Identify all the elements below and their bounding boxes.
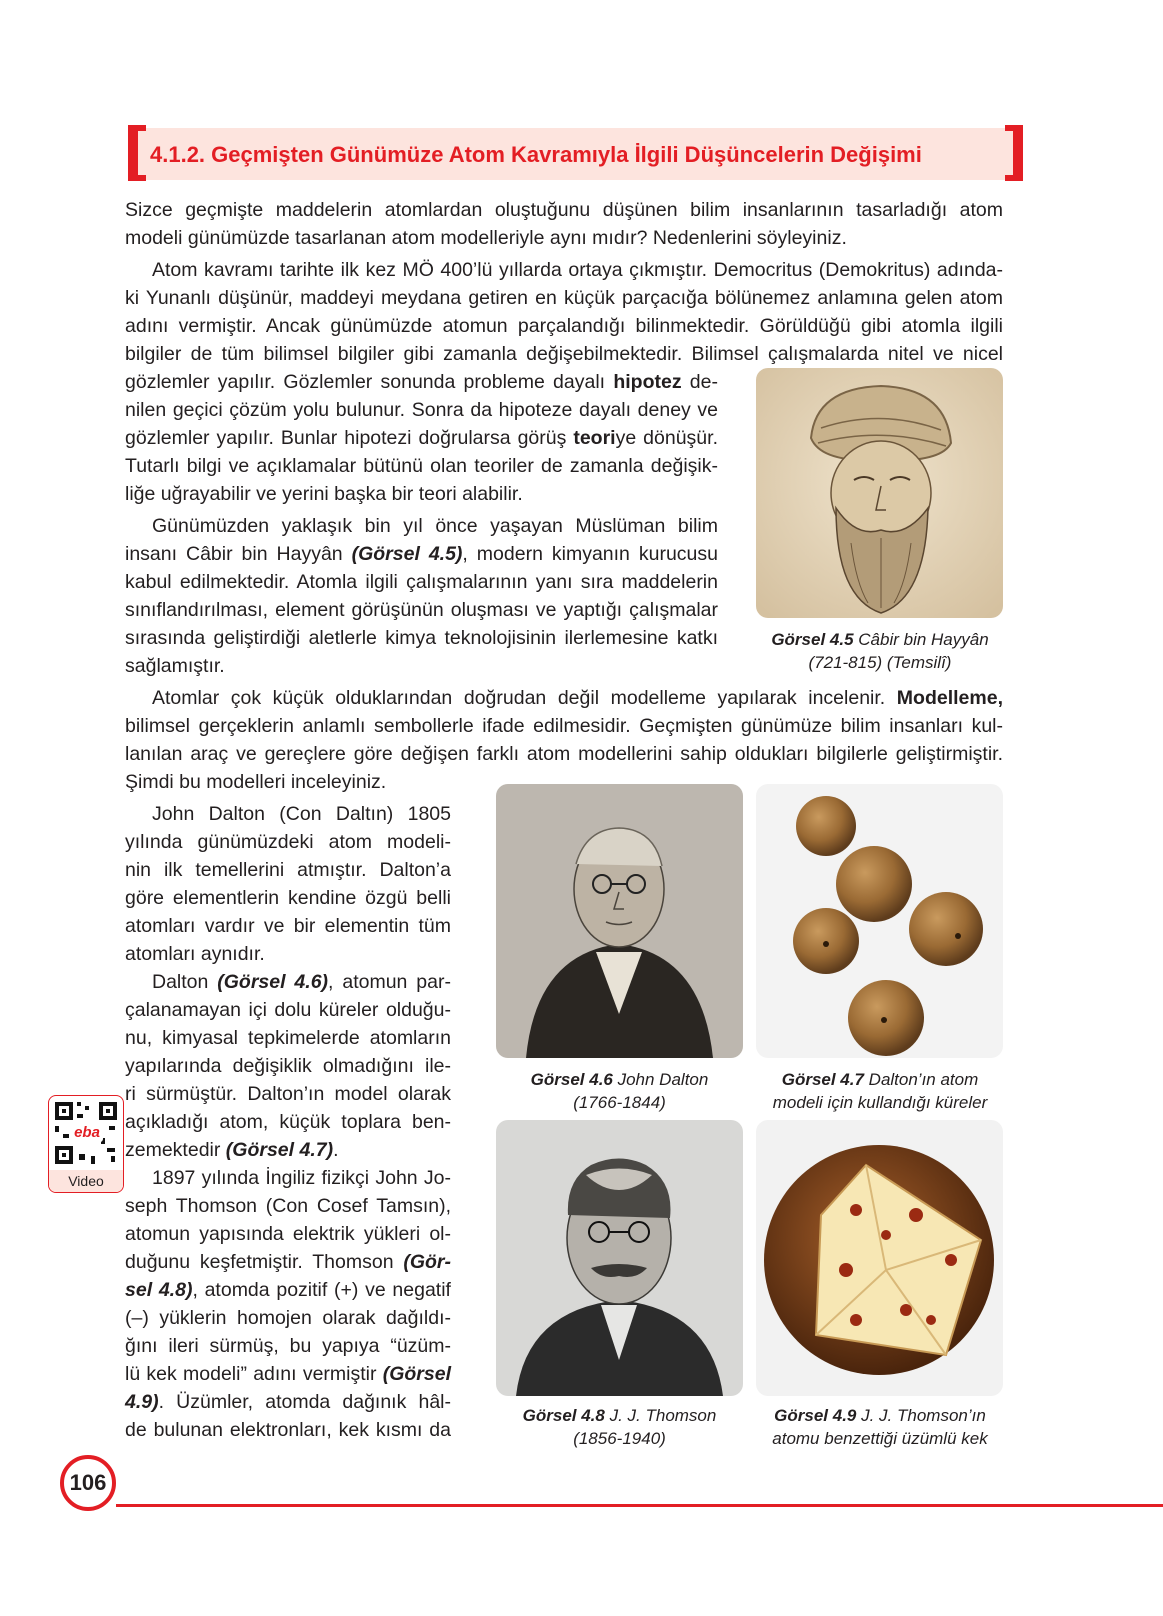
p4-line-1: John Dalton (Con Daltın) 1805 (152, 803, 451, 825)
title-bracket-left (128, 125, 138, 181)
term-teori: teori (573, 427, 616, 449)
figure-4-5-caption: Görsel 4.5 Câbir bin Hayyân (721-815) (Temsilî) (771, 630, 989, 672)
p3-line-2: bilimsel gerçeklerin anlamlı sembollerle ifade edilmesidir. Geçmişten günümüze bilim insanları kul- (125, 715, 1003, 737)
p1-line-1: Atom kavramı tarihte ilk kez MÖ 400’lü yıllarda ortaya çıkmıştır. Democritus (Demokritus) adında- (152, 259, 1003, 281)
p1-line-3: adını vermiştir. Ancak günümüzde atomun parçalandığı bilinmektedir. Görüldüğü gibi atomla ilgili (125, 315, 1003, 337)
p6-line-6: (–) yüklerin homojen olarak dağıldı- (125, 1307, 451, 1329)
p5-line-6: açıkladığı atom, küçük toplara ben- (125, 1111, 451, 1133)
p4-line-5: atomları vardır ve bir elementin tüm (125, 915, 451, 937)
p1-line-9: liğe uğrayabilir ve yerini başka bir teori alabilir. (125, 483, 523, 505)
p2-line-6: sağlamıştır. (125, 655, 225, 677)
p6-line-4: duğunu keşfetmiştir. Thomson (Gör- (125, 1251, 451, 1273)
p6-line-2: seph Thomson (Con Cosef Tamsın), (125, 1195, 451, 1217)
qr-video-label: Video (49, 1170, 123, 1192)
p6-line-7: ğını ileri sürmüş, bu yapıya “üzüm- (125, 1335, 451, 1357)
section-title: 4.1.2. Geçmişten Günümüze Atom Kavramıyla İlgili Düşüncelerin Değişimi (150, 142, 922, 167)
page-number: 106 (69, 1470, 107, 1495)
p2-line-2: insanı Câbir bin Hayyân (Görsel 4.5), modern kimyanın kurucusu (125, 543, 718, 565)
p1-line-5: gözlemler yapılır. Gözlemler sonunda probleme dayalı hipotez de- (125, 371, 718, 393)
p3-line-4: Şimdi bu modelleri inceleyiniz. (125, 771, 387, 793)
figure-4-7-caption: Görsel 4.7 Dalton’ın atom modeli için kullandığı küreler (772, 1070, 988, 1112)
footer-line (116, 1504, 1163, 1507)
figure-4-9-image (756, 1120, 1003, 1396)
figure-4-5-image (756, 368, 1003, 618)
p5-line-1: Dalton (Görsel 4.6), atomun par- (152, 971, 451, 993)
figure-4-7-image (756, 784, 1003, 1058)
p4-line-6: atomları aynıdır. (125, 943, 265, 965)
figure-4-8-image (496, 1120, 743, 1396)
p5-line-5: ri sürmüştür. Dalton’ın model olarak (125, 1083, 451, 1105)
p2-line-3: kabul edilmektedir. Atomla ilgili çalışmalarının yanı sıra maddelerin (125, 571, 718, 593)
p1-line-2: ki Yunanlı düşünür, maddeyi meydana getiren en küçük parçacığa bölünemez anlamına gelen atom (125, 287, 1003, 309)
p4-line-4: göre elementlerin kendine özgü belli (125, 887, 451, 909)
title-bracket-right (1013, 125, 1023, 181)
p6-line-1: 1897 yılında İngiliz fizikçi John Jo- (152, 1167, 451, 1189)
p2-line-4: sınıflandırılması, element görüşünün oluşması ve yaptığı çalışmalar (125, 599, 718, 621)
eba-logo: eba (74, 1124, 100, 1141)
p1-line-8: Tutarlı bilgi ve açıklamalar bütünü olan teoriler de zamanla değişik- (125, 455, 718, 477)
figure-4-8-caption: Görsel 4.8 J. J. Thomson (1856-1940) (522, 1406, 717, 1448)
p6-line-3: atomun yapısında elektrik yükleri ol- (125, 1223, 451, 1245)
p5-line-3: nu, kimyasal tepkimelerde atomların (125, 1027, 451, 1049)
term-modelleme: Modelleme, (896, 687, 1003, 709)
intro-line-2: modeli günümüzde tasarlanan atom modelleriyle aynı mıdır? Nedenlerini söyleyiniz. (125, 227, 847, 249)
figure-4-9-caption: Görsel 4.9 J. J. Thomson’ın atomu benzettiği üzümlü kek (772, 1406, 988, 1448)
p4-line-2: yılında günümüzdeki atom modeli- (125, 831, 451, 853)
p1-line-6: nilen geçici çözüm yolu bulunur. Sonra da hipoteze dayalı deney ve (125, 399, 718, 421)
p2-line-1: Günümüzden yaklaşık bin yıl önce yaşayan Müslüman bilim (152, 515, 718, 537)
p4-line-3: nin ilk temellerini atmıştır. Dalton’a (125, 859, 451, 881)
term-hipotez: hipotez (613, 371, 682, 393)
figure-4-6-caption: Görsel 4.6 John Dalton (1766-1844) (530, 1070, 709, 1112)
p6-line-10: de bulunan elektronları, kek kısmı da (125, 1419, 451, 1441)
p1-line-4: bilgiler de tüm bilimsel bilgiler gibi zamanla değişebilmektedir. Bilimsel çalışmalarda nitel ve nicel (125, 343, 1003, 365)
p5-line-2: çalanamayan içi dolu küreler olduğu- (125, 999, 451, 1021)
p5-line-7: zemektedir (Görsel 4.7). (125, 1139, 339, 1161)
p6-line-8: lü kek modeli” adını vermiştir (Görsel (125, 1363, 451, 1385)
p2-line-5: sırasında geliştirdiği aletlerle kimya teknolojisinin ilerlemesine katkı (125, 627, 718, 649)
qr-video-code[interactable] (48, 1095, 124, 1193)
intro-line-1: Sizce geçmişte maddelerin atomlardan oluştuğunu düşünen bilim insanlarının tasarladığı atom (125, 199, 1003, 221)
figure-4-6-image (496, 784, 743, 1058)
p6-line-5: sel 4.8), atomda pozitif (+) ve negatif (125, 1279, 451, 1301)
p5-line-4: yapılarında değişiklik olmadığını ile- (125, 1055, 451, 1077)
p1-line-7: gözlemler yapılır. Bunlar hipotezi doğrularsa görüş teoriye dönüşür. (125, 427, 718, 449)
p3-line-3: lanılan araç ve gereçlere göre değişen farklı atom modellerini sahip oldukları bilgilerle geliştirmiştir. (125, 743, 1003, 765)
p6-line-9: 4.9). Üzümler, atomda dağınık hâl- (125, 1391, 451, 1413)
p3-line-1: Atomlar çok küçük olduklarından doğrudan değil modelleme yapılarak incelenir. Modelleme, (152, 687, 1003, 709)
